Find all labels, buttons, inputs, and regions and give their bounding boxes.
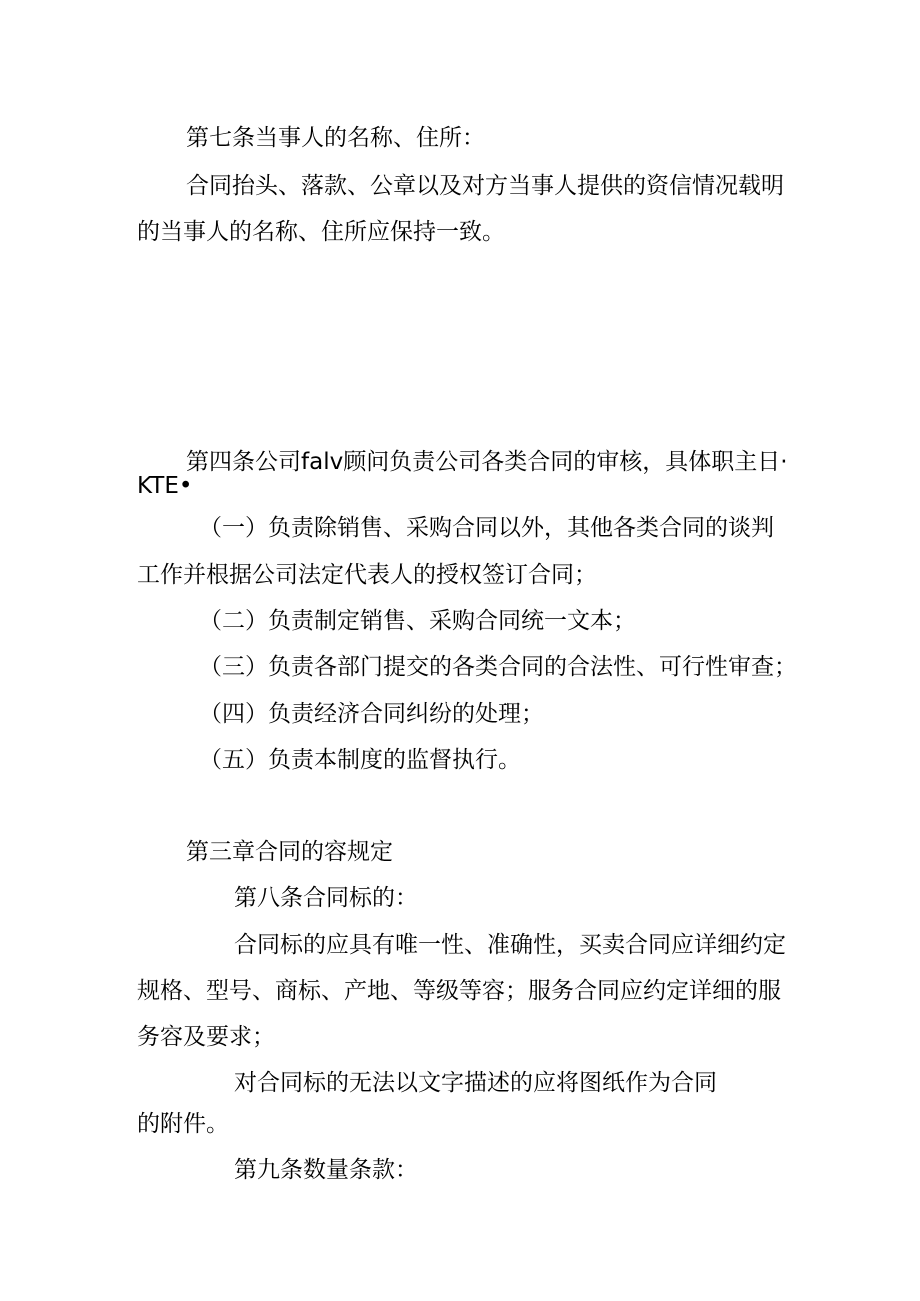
chapter-3-heading: 第三章合同的容规定 bbox=[186, 839, 393, 865]
item-4: （四）负责经济合同纠纷的处理； bbox=[199, 701, 544, 727]
section-4-line-2: KTE• bbox=[137, 473, 193, 499]
section-9-heading: 第九条数量条款： bbox=[234, 1157, 418, 1183]
section-8-body-line-1: 合同标的应具有唯一性、准确性，买卖合同应详细约定 bbox=[234, 932, 786, 958]
item-1-line-2: 工作并根据公司法定代表人的授权签订合同； bbox=[137, 562, 597, 588]
section-4-line-1: 第四条公司falv顾问负责公司各类合同的审核，具体职主日· bbox=[186, 449, 788, 475]
item-2: （二）负责制定销售、采购合同统一文本； bbox=[199, 608, 636, 634]
section-7-body-line-1: 合同抬头、落款、公章以及对方当事人提供的资信情况载明 bbox=[186, 173, 784, 199]
section-8-body-line-3: 务容及要求； bbox=[137, 1024, 275, 1050]
item-3: （三）负责各部门提交的各类合同的合法性、可行性审查； bbox=[199, 654, 797, 680]
section-8-extra-line-1: 对合同标的无法以文字描述的应将图纸作为合同 bbox=[234, 1070, 717, 1096]
section-7-heading: 第七条当事人的名称、住所： bbox=[186, 125, 485, 151]
section-8-body-line-2: 规格、型号、商标、产地、等级等容；服务合同应约定详细的服 bbox=[137, 978, 781, 1004]
section-7-body-line-2: 的当事人的名称、住所应保持一致。 bbox=[137, 219, 505, 245]
section-8-heading: 第八条合同标的： bbox=[234, 885, 418, 911]
item-5: （五）负责本制度的监督执行。 bbox=[199, 747, 521, 773]
item-1-line-1: （一）负责除销售、采购合同以外，其他各类合同的谈判 bbox=[199, 515, 774, 541]
section-8-extra-line-2: 的附件。 bbox=[137, 1111, 229, 1137]
